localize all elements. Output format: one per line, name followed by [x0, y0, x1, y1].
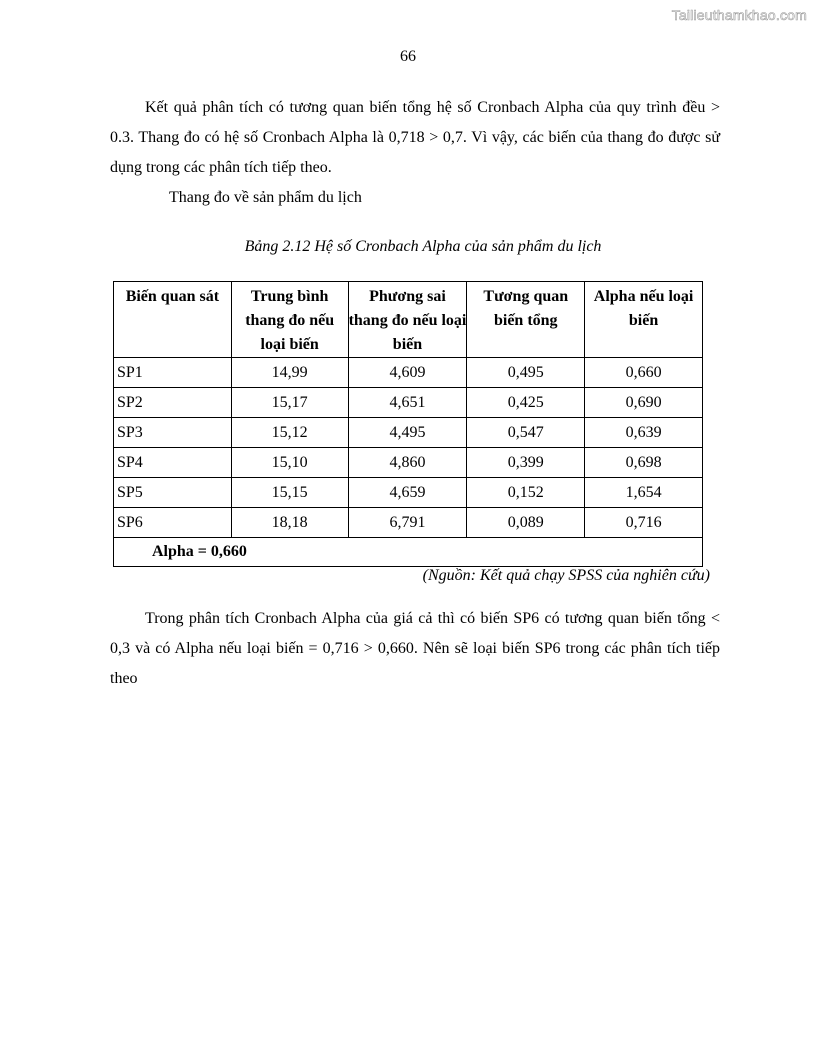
table-row: [114, 508, 703, 538]
cell-alpha: 1,654: [585, 478, 703, 508]
table-row: [114, 418, 703, 448]
paragraph-conclusion: Trong phân tích Cronbach Alpha của giá cả thì có biến SP6 có tương quan biến tổng < 0,3 và có Alpha nếu loại biến = 0,716 > 0,660. Nên sẽ loại biến SP6 trong các phân tích tiếp theo: [110, 610, 720, 687]
paragraph-intro: Kết quả phân tích có tương quan biến tổng hệ số Cronbach Alpha của quy trình đều > 0.3. Thang đo có hệ số Cronbach Alpha là 0,718 > 0,7. Vì vậy, các biến của thang đo được sử dụng trong các phân tích tiếp theo.: [110, 99, 720, 176]
cell-alpha: 0,698: [585, 448, 703, 478]
row-label: SP1: [114, 358, 232, 388]
cell-scale-mean: 15,10: [231, 448, 348, 478]
header-item-total-correlation: Tương quan biến tổng: [467, 282, 585, 358]
cell-scale-variance: 4,495: [348, 418, 467, 448]
table-caption: Bảng 2.12 Hệ số Cronbach Alpha của sản phẩm du lịch: [244, 238, 602, 255]
row-label: SP4: [114, 448, 232, 478]
source-note: (Nguồn: Kết quả chạy SPSS của nghiên cứu): [422, 567, 710, 584]
cell-scale-mean: 15,15: [231, 478, 348, 508]
table-row: [114, 388, 703, 418]
cronbach-alpha-table: [113, 281, 703, 567]
row-label: SP6: [114, 508, 232, 538]
header-observed-variable: Biến quan sát: [114, 282, 232, 358]
cell-correlation: 0,399: [467, 448, 585, 478]
header-scale-variance: Phương sai thang đo nếu loại biến: [348, 282, 467, 358]
cell-alpha: 0,716: [585, 508, 703, 538]
header-alpha-if-deleted: Alpha nếu loại biến: [585, 282, 703, 358]
cell-correlation: 0,152: [467, 478, 585, 508]
table-row: [114, 358, 703, 388]
cell-alpha: 0,690: [585, 388, 703, 418]
row-label: SP3: [114, 418, 232, 448]
row-label: SP2: [114, 388, 232, 418]
cell-correlation: 0,547: [467, 418, 585, 448]
section-heading: Thang đo về sản phẩm du lịch: [169, 189, 362, 206]
page-number: 66: [400, 48, 416, 65]
cell-scale-variance: 6,791: [348, 508, 467, 538]
table-row: [114, 448, 703, 478]
cell-scale-mean: 15,17: [231, 388, 348, 418]
row-label: SP5: [114, 478, 232, 508]
header-scale-mean: Trung bình thang đo nếu loại biến: [231, 282, 348, 358]
cell-alpha: 0,639: [585, 418, 703, 448]
table-header-row: [114, 282, 703, 358]
cell-scale-variance: 4,609: [348, 358, 467, 388]
cell-correlation: 0,089: [467, 508, 585, 538]
cell-scale-mean: 14,99: [231, 358, 348, 388]
overall-alpha: Alpha = 0,660: [114, 538, 703, 567]
table-row: [114, 478, 703, 508]
cell-correlation: 0,495: [467, 358, 585, 388]
cell-scale-variance: 4,860: [348, 448, 467, 478]
watermark-text: Tailieuthamkhao.com: [671, 7, 807, 23]
cell-scale-variance: 4,659: [348, 478, 467, 508]
cell-scale-mean: 18,18: [231, 508, 348, 538]
cell-correlation: 0,425: [467, 388, 585, 418]
cell-scale-variance: 4,651: [348, 388, 467, 418]
cell-scale-mean: 15,12: [231, 418, 348, 448]
table-footer-row: [114, 538, 703, 567]
cell-alpha: 0,660: [585, 358, 703, 388]
